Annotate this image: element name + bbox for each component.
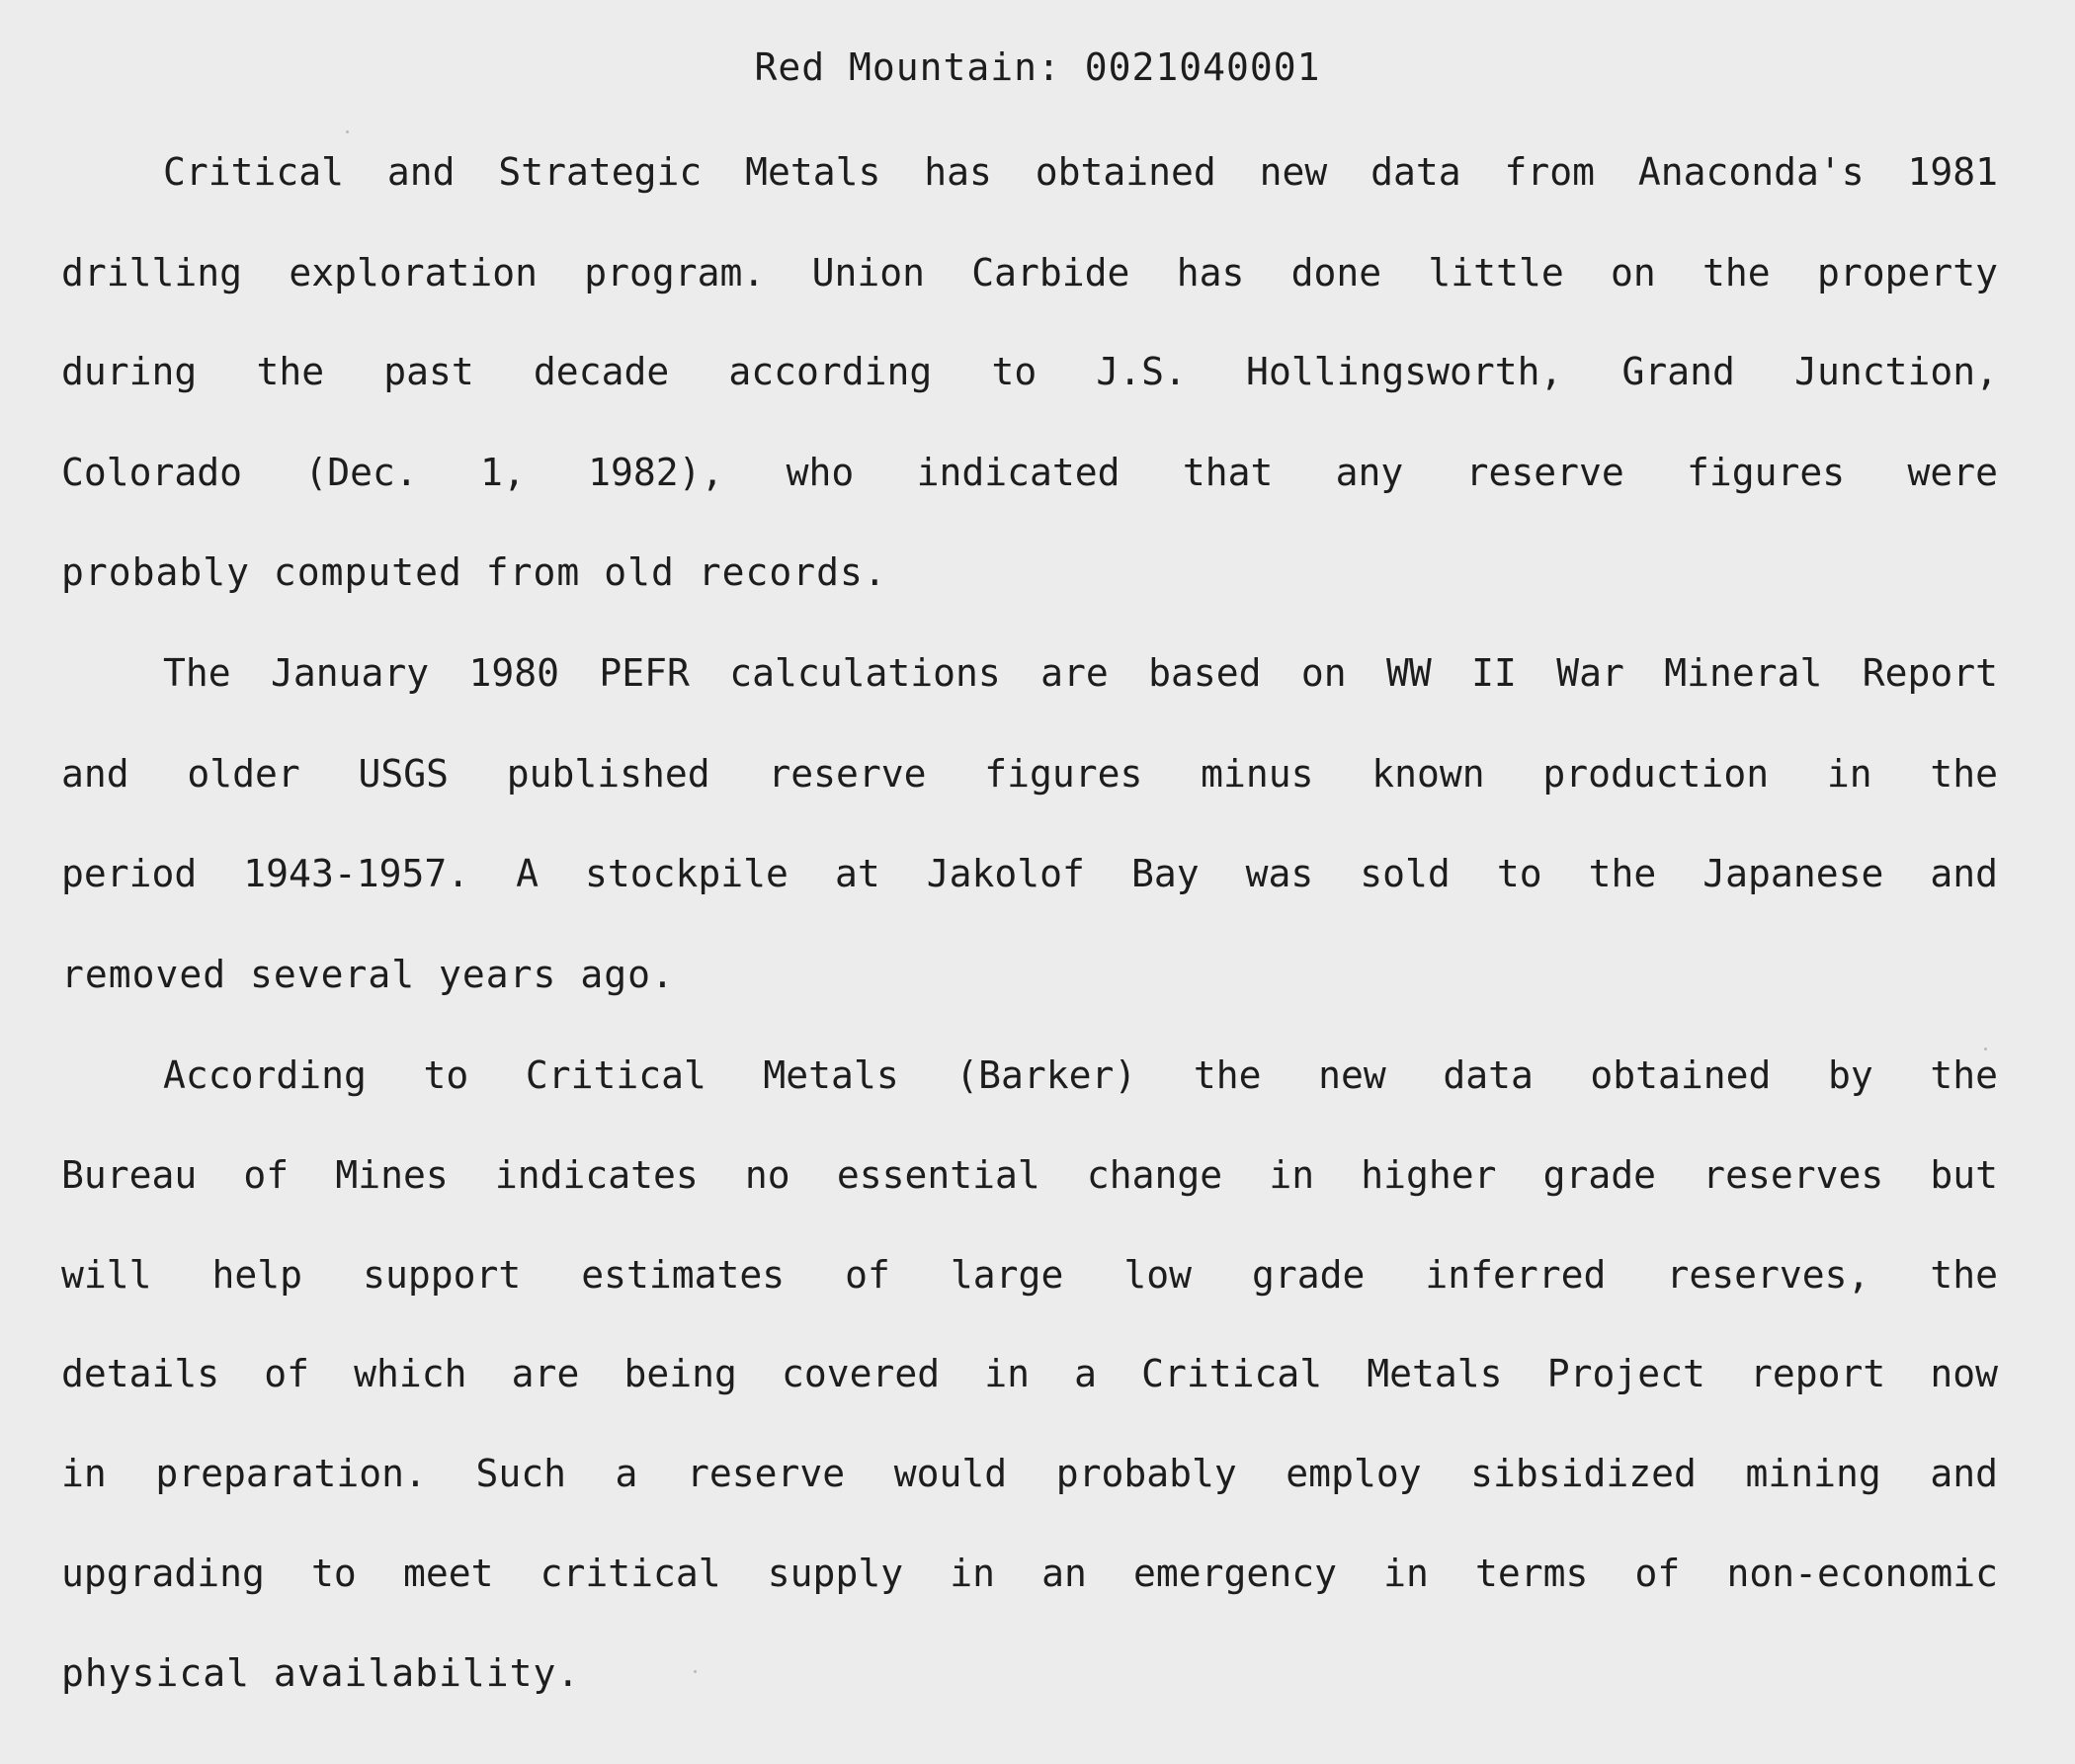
paragraph-1-line-5: probably computed from old records. xyxy=(61,550,887,594)
paragraph-2-line-1: The January 1980 PEFR calculations are based on WW II War Mineral Report xyxy=(163,651,1998,695)
paragraph-3-line-3: will help support estimates of large low grade inferred reserves, the xyxy=(61,1253,1998,1297)
paragraph-1-line-2: drilling exploration program. Union Carbide has done little on the property xyxy=(61,251,1998,294)
paragraph-3-line-1: According to Critical Metals (Barker) the new data obtained by the xyxy=(163,1053,1998,1097)
paragraph-1-line-3: during the past decade according to J.S. Hollingsworth, Grand Junction, xyxy=(61,350,1998,393)
scan-speck xyxy=(1984,1048,1987,1050)
document-title: Red Mountain: 0021040001 xyxy=(754,45,1321,89)
paragraph-3-line-6: upgrading to meet critical supply in an emergency in terms of non-economic xyxy=(61,1552,1998,1595)
paragraph-3-line-5: in preparation. Such a reserve would probably employ sibsidized mining and xyxy=(61,1452,1998,1495)
paragraph-2-line-4: removed several years ago. xyxy=(61,953,675,996)
paragraph-1-line-4: Colorado (Dec. 1, 1982), who indicated that any reserve figures were xyxy=(61,451,1998,494)
paragraph-2-line-2: and older USGS published reserve figures minus known production in the xyxy=(61,752,1998,796)
scan-speck xyxy=(346,130,349,133)
paragraph-3-line-4: details of which are being covered in a Critical Metals Project report now xyxy=(61,1352,1998,1395)
scan-speck xyxy=(694,1670,697,1673)
paragraph-3-line-7: physical availability. xyxy=(61,1651,581,1695)
paragraph-3-line-2: Bureau of Mines indicates no essential change in higher grade reserves but xyxy=(61,1153,1998,1197)
paragraph-2-line-3: period 1943-1957. A stockpile at Jakolof Bay was sold to the Japanese and xyxy=(61,852,1998,895)
paragraph-1-line-1: Critical and Strategic Metals has obtained new data from Anaconda's 1981 xyxy=(163,150,1998,194)
